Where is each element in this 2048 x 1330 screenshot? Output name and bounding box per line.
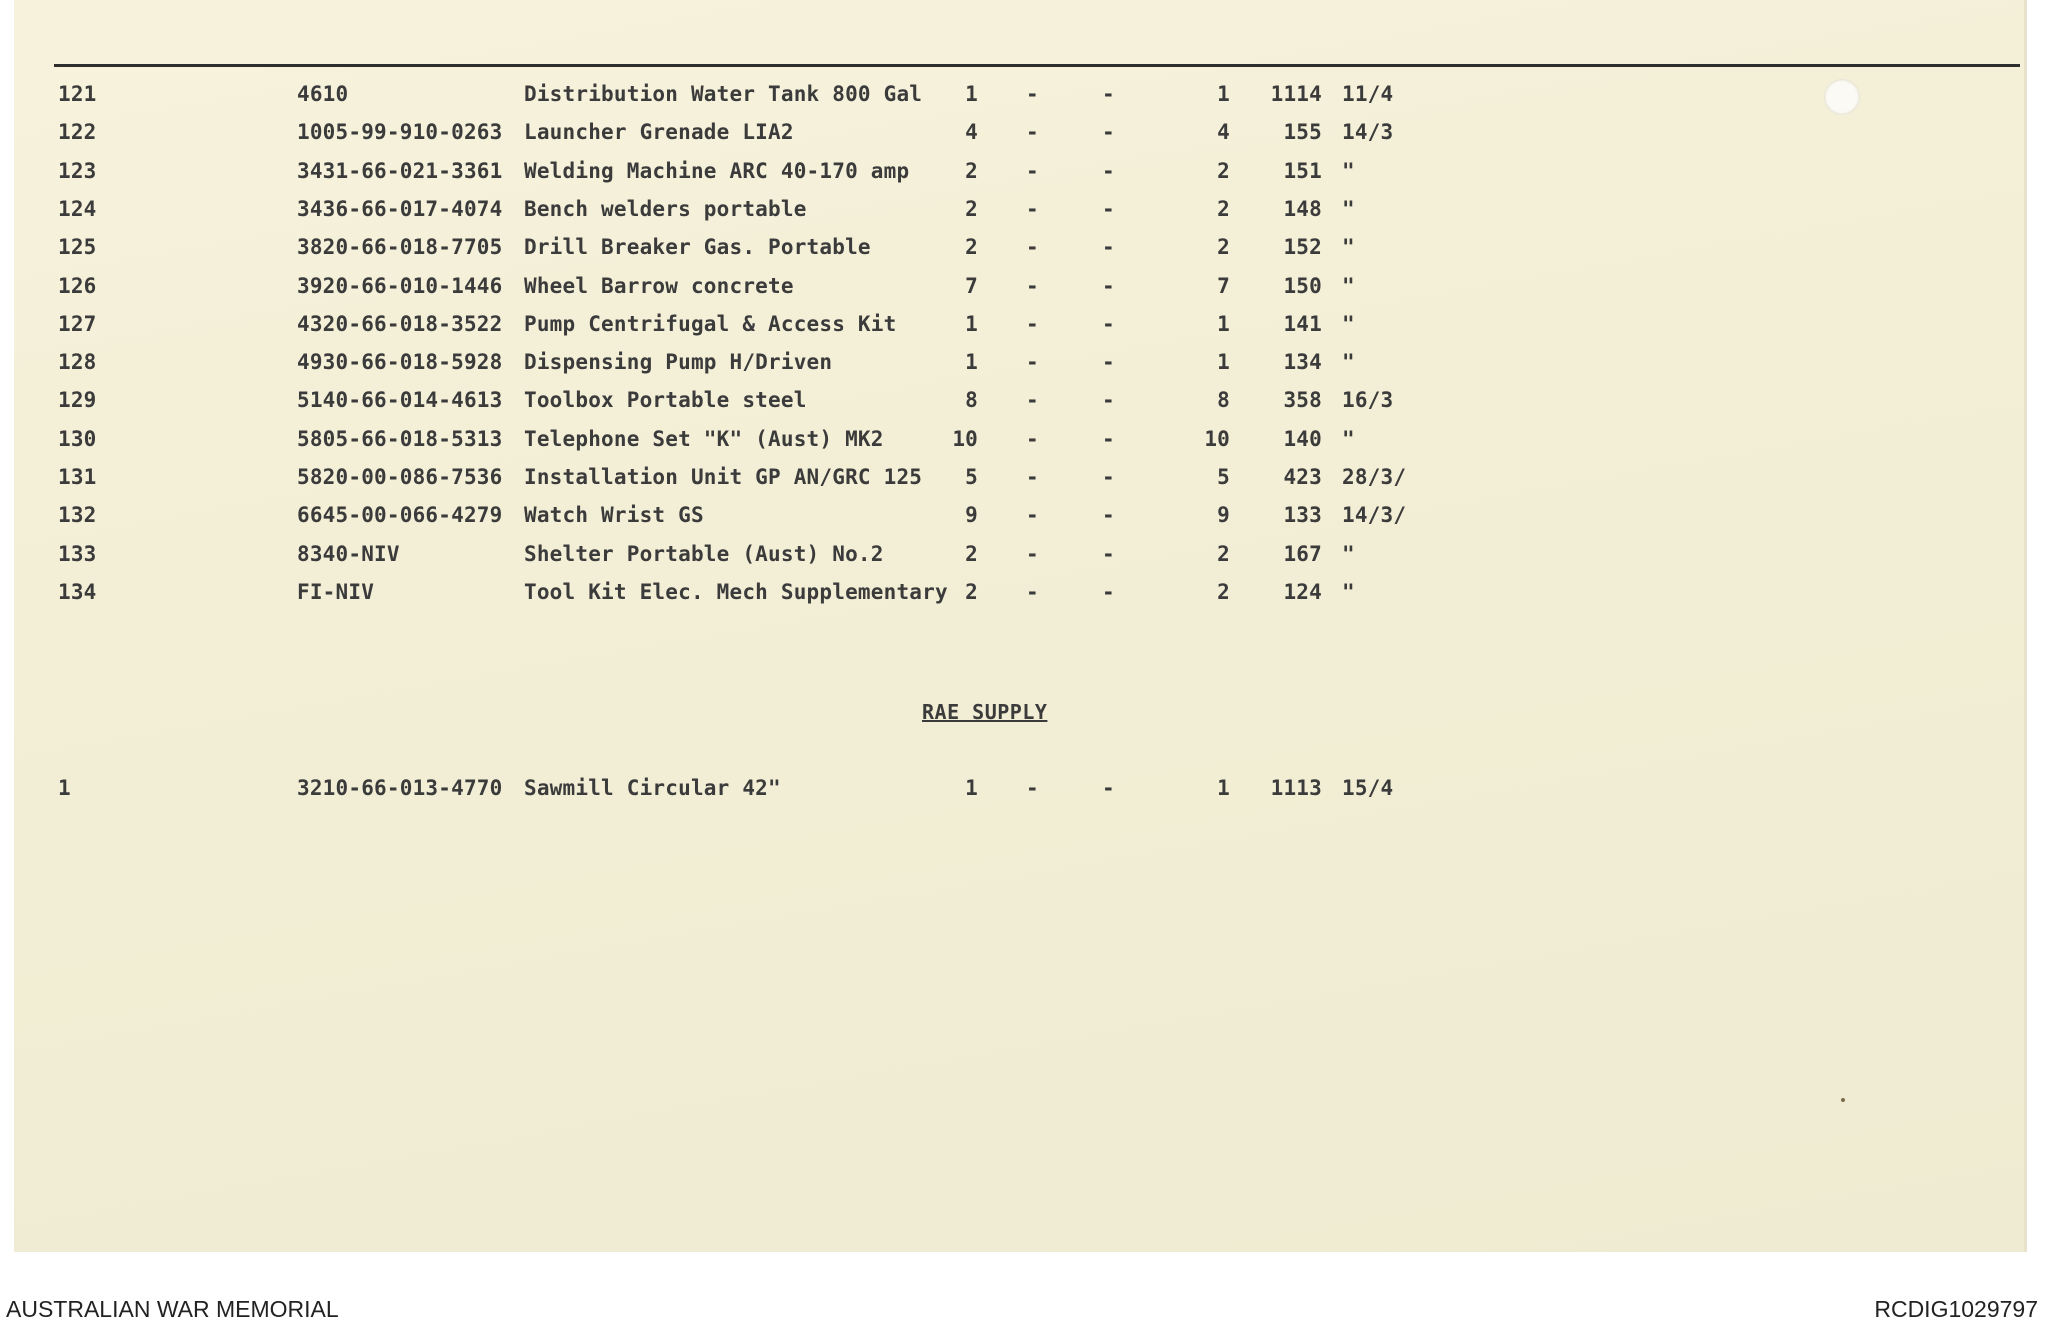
quantity-authorised: 1 xyxy=(965,350,978,375)
reference-number: 148 xyxy=(1283,196,1322,221)
quantity-authorised: 2 xyxy=(965,541,978,566)
dash-column-2: - xyxy=(1102,311,1115,336)
header-rule xyxy=(54,64,2020,67)
table-row xyxy=(0,159,2048,193)
reference-number: 134 xyxy=(1283,350,1322,375)
quantity-issued: 2 xyxy=(1217,196,1230,221)
dash-column-2: - xyxy=(1102,158,1115,183)
stock-code: 3436-66-017-4074 xyxy=(297,196,503,221)
dash-column-2: - xyxy=(1102,503,1115,528)
stock-code: 3920-66-010-1446 xyxy=(297,273,503,298)
dash-column-1: - xyxy=(1026,273,1039,298)
quantity-authorised: 8 xyxy=(965,388,978,413)
item-description: Dispensing Pump H/Driven xyxy=(524,350,833,375)
stock-code: 3820-66-018-7705 xyxy=(297,235,503,260)
item-number: 127 xyxy=(58,311,97,336)
quantity-issued: 4 xyxy=(1217,120,1230,145)
quantity-authorised: 1 xyxy=(965,776,978,800)
dash-column-1: - xyxy=(1026,503,1039,528)
dash-column-1: - xyxy=(1026,82,1039,106)
reference-number: 1114 xyxy=(1270,82,1322,106)
stock-code: 8340-NIV xyxy=(297,541,400,566)
dash-column-1: - xyxy=(1026,776,1039,800)
issue-date: " xyxy=(1342,350,1355,375)
dash-column-2: - xyxy=(1102,541,1115,566)
dash-column-1: - xyxy=(1026,235,1039,260)
dash-column-1: - xyxy=(1026,120,1039,145)
issue-date: 16/3 xyxy=(1342,388,1394,413)
item-description: Bench welders portable xyxy=(524,196,807,221)
item-number: 133 xyxy=(58,541,97,566)
stock-code: 4610 xyxy=(297,82,349,106)
footer-document-id: RCDIG1029797 xyxy=(1874,1296,2038,1322)
item-number: 124 xyxy=(58,196,97,221)
item-number: 122 xyxy=(58,120,97,145)
issue-date: 14/3 xyxy=(1342,120,1394,145)
item-number: 121 xyxy=(58,82,97,106)
issue-date: " xyxy=(1342,235,1355,260)
dash-column-1: - xyxy=(1026,311,1039,336)
item-number: 134 xyxy=(58,579,97,604)
dash-column-1: - xyxy=(1026,388,1039,413)
dash-column-2: - xyxy=(1102,350,1115,375)
table-row xyxy=(0,427,2048,461)
quantity-issued: 8 xyxy=(1217,388,1230,413)
dash-column-2: - xyxy=(1102,776,1115,800)
stock-code: 5820-00-086-7536 xyxy=(297,465,503,489)
paper-speck xyxy=(1841,1098,1845,1102)
item-description: Drill Breaker Gas. Portable xyxy=(524,235,871,260)
quantity-authorised: 10 xyxy=(952,426,978,451)
item-number: 123 xyxy=(58,158,97,183)
dash-column-2: - xyxy=(1102,465,1115,489)
item-description: Launcher Grenade LIA2 xyxy=(524,120,794,145)
quantity-issued: 7 xyxy=(1217,273,1230,298)
dash-column-1: - xyxy=(1026,158,1039,183)
dash-column-1: - xyxy=(1026,579,1039,604)
dash-column-2: - xyxy=(1102,196,1115,221)
dash-column-1: - xyxy=(1026,541,1039,566)
quantity-issued: 2 xyxy=(1217,235,1230,260)
quantity-issued: 10 xyxy=(1204,426,1230,451)
item-number: 132 xyxy=(58,503,97,528)
table-row xyxy=(0,82,2048,116)
table-row xyxy=(0,503,2048,537)
item-description: Sawmill Circular 42" xyxy=(524,776,781,800)
stock-code: 3210-66-013-4770 xyxy=(297,776,503,800)
issue-date: " xyxy=(1342,273,1355,298)
quantity-issued: 2 xyxy=(1217,158,1230,183)
stock-code: 1005-99-910-0263 xyxy=(297,120,503,145)
stock-code: 4320-66-018-3522 xyxy=(297,311,503,336)
reference-number: 151 xyxy=(1283,158,1322,183)
dash-column-1: - xyxy=(1026,426,1039,451)
quantity-authorised: 4 xyxy=(965,120,978,145)
dash-column-2: - xyxy=(1102,120,1115,145)
item-description: Pump Centrifugal & Access Kit xyxy=(524,311,897,336)
reference-number: 155 xyxy=(1283,120,1322,145)
table-row xyxy=(0,542,2048,576)
table-row xyxy=(0,388,2048,422)
item-number: 130 xyxy=(58,426,97,451)
quantity-authorised: 2 xyxy=(965,579,978,604)
issue-date: " xyxy=(1342,541,1355,566)
table-row xyxy=(0,235,2048,269)
reference-number: 141 xyxy=(1283,311,1322,336)
item-description: Toolbox Portable steel xyxy=(524,388,807,413)
quantity-authorised: 7 xyxy=(965,273,978,298)
table-row xyxy=(0,350,2048,384)
reference-number: 133 xyxy=(1283,503,1322,528)
item-number: 129 xyxy=(58,388,97,413)
footer-archive-name: AUSTRALIAN WAR MEMORIAL xyxy=(6,1296,339,1322)
stock-code: 5805-66-018-5313 xyxy=(297,426,503,451)
issue-date: " xyxy=(1342,579,1355,604)
item-number: 128 xyxy=(58,350,97,375)
issue-date: 11/4 xyxy=(1342,82,1394,106)
reference-number: 423 xyxy=(1283,465,1322,489)
stock-code: 3431-66-021-3361 xyxy=(297,158,503,183)
stock-code: FI-NIV xyxy=(297,579,375,604)
dash-column-2: - xyxy=(1102,579,1115,604)
quantity-issued: 1 xyxy=(1217,82,1230,106)
item-description: Installation Unit GP AN/GRC 125 xyxy=(524,465,923,489)
reference-number: 167 xyxy=(1283,541,1322,566)
dash-column-2: - xyxy=(1102,273,1115,298)
reference-number: 150 xyxy=(1283,273,1322,298)
quantity-issued: 2 xyxy=(1217,579,1230,604)
item-description: Watch Wrist GS xyxy=(524,503,704,528)
quantity-issued: 1 xyxy=(1217,776,1230,800)
quantity-issued: 9 xyxy=(1217,503,1230,528)
dash-column-2: - xyxy=(1102,388,1115,413)
table-row xyxy=(0,197,2048,231)
issue-date: " xyxy=(1342,158,1355,183)
quantity-authorised: 2 xyxy=(965,235,978,260)
item-description: Telephone Set "K" (Aust) MK2 xyxy=(524,426,884,451)
dash-column-2: - xyxy=(1102,235,1115,260)
issue-date: " xyxy=(1342,196,1355,221)
table-row xyxy=(0,274,2048,308)
quantity-authorised: 5 xyxy=(965,465,978,489)
table-row xyxy=(0,120,2048,154)
quantity-issued: 2 xyxy=(1217,541,1230,566)
item-description: Shelter Portable (Aust) No.2 xyxy=(524,541,884,566)
stock-code: 4930-66-018-5928 xyxy=(297,350,503,375)
issue-date: 15/4 xyxy=(1342,776,1394,800)
reference-number: 140 xyxy=(1283,426,1322,451)
table-row xyxy=(0,580,2048,614)
table-row xyxy=(0,312,2048,346)
issue-date: 28/3/ xyxy=(1342,465,1407,489)
issue-date: " xyxy=(1342,311,1355,336)
issue-date: 14/3/ xyxy=(1342,503,1407,528)
item-description: Tool Kit Elec. Mech Supplementary xyxy=(524,579,948,604)
dash-column-2: - xyxy=(1102,82,1115,106)
quantity-issued: 1 xyxy=(1217,350,1230,375)
quantity-issued: 1 xyxy=(1217,311,1230,336)
reference-number: 358 xyxy=(1283,388,1322,413)
item-number: 1 xyxy=(58,776,71,800)
item-number: 126 xyxy=(58,273,97,298)
item-description: Welding Machine ARC 40-170 amp xyxy=(524,158,910,183)
item-number: 131 xyxy=(58,465,97,489)
quantity-authorised: 1 xyxy=(965,311,978,336)
issue-date: " xyxy=(1342,426,1355,451)
item-number: 125 xyxy=(58,235,97,260)
dash-column-1: - xyxy=(1026,196,1039,221)
quantity-authorised: 1 xyxy=(965,82,978,106)
quantity-authorised: 2 xyxy=(965,158,978,183)
quantity-issued: 5 xyxy=(1217,465,1230,489)
quantity-authorised: 9 xyxy=(965,503,978,528)
stock-code: 6645-00-066-4279 xyxy=(297,503,503,528)
item-description: Distribution Water Tank 800 Gal xyxy=(524,82,923,106)
dash-column-1: - xyxy=(1026,350,1039,375)
dash-column-2: - xyxy=(1102,426,1115,451)
reference-number: 124 xyxy=(1283,579,1322,604)
dash-column-1: - xyxy=(1026,465,1039,489)
reference-number: 152 xyxy=(1283,235,1322,260)
table-row xyxy=(0,776,2048,810)
table-row xyxy=(0,465,2048,499)
section-title: RAE SUPPLY xyxy=(922,700,1048,724)
stock-code: 5140-66-014-4613 xyxy=(297,388,503,413)
item-description: Wheel Barrow concrete xyxy=(524,273,794,298)
quantity-authorised: 2 xyxy=(965,196,978,221)
reference-number: 1113 xyxy=(1270,776,1322,800)
